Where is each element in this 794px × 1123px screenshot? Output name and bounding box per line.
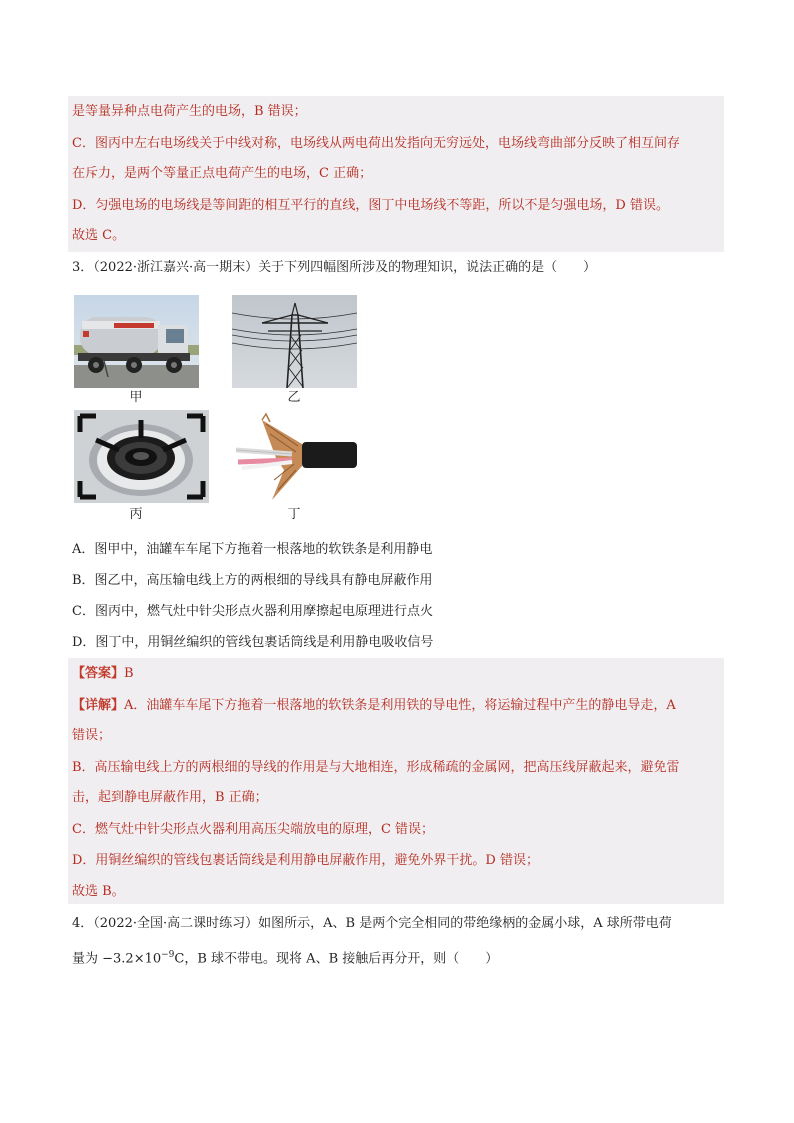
detail-line-3: B．高压输电线上方的两根细的导线的作用是与大地相连，形成稀疏的金属网，把高压线屏蔽起来，避免雷 [72, 760, 680, 775]
option-d: D．图丁中，用铜丝编织的管线包裹话筒线是利用静电吸收信号 [72, 635, 434, 650]
question-4-line-2 [72, 945, 722, 969]
detail-line-2: 错误； [72, 728, 112, 743]
option-a: A．图甲中，油罐车车尾下方拖着一根落地的软铁条是利用静电 [72, 542, 433, 557]
prev-explanation-line-5: 故选 C。 [72, 228, 126, 243]
option-b: B．图乙中，高压输电线上方的两根细的导线具有静电屏蔽作用 [72, 573, 433, 588]
figure-caption-ding: 丁 [287, 507, 301, 522]
detail-text-1: A．油罐车车尾下方拖着一根落地的软铁条是利用铁的导电性，将运输过程中产生的静电导走，A [124, 698, 676, 713]
gas-stove-illustration [74, 410, 209, 503]
detail-line-5: C．燃气灶中针尖形点火器利用高压尖端放电的原理，C 错误； [72, 822, 435, 837]
detail-line-6: D．用铜丝编织的管线包裹话筒线是利用静电屏蔽作用，避免外界干扰。D 错误； [72, 853, 539, 868]
option-c: C．图丙中，燃气灶中针尖形点火器利用摩擦起电原理进行点火 [72, 604, 433, 619]
detail-tag: 【详解】 [72, 698, 125, 713]
figure-caption-bing: 丙 [129, 507, 143, 522]
answer-tag: 【答案】 [72, 666, 125, 681]
figure-caption-jia: 甲 [129, 390, 143, 405]
answer-line [72, 664, 722, 684]
question-3-stem: 3．（2022·浙江嘉兴·高一期末）关于下列四幅图所涉及的物理知识，说法正确的是（ ） [72, 260, 597, 275]
detail-line-1 [72, 696, 722, 716]
question-4-charge-exponent: −9 [161, 950, 175, 960]
figure-yi-transmission-tower [232, 295, 357, 388]
transmission-tower-illustration [232, 295, 357, 388]
answer-value: B [124, 666, 134, 681]
detail-line-7: 故选 B。 [72, 884, 125, 899]
tanker-truck-illustration [74, 295, 199, 388]
prev-explanation-line-3: 在斥力，是两个等量正点电荷产生的电场，C 正确； [72, 166, 373, 181]
detail-line-4: 击，起到静电屏蔽作用，B 正确； [72, 790, 268, 805]
figure-ding-shielded-cable [232, 410, 357, 503]
prev-explanation-line-1: 是等量异种点电荷产生的电场，B 错误； [72, 104, 307, 119]
figure-jia-tanker-truck [74, 295, 199, 388]
figure-caption-yi: 乙 [287, 390, 301, 405]
shielded-cable-illustration [232, 410, 357, 503]
prev-explanation-line-2: C．图丙中左右电场线关于中线对称，电场线从两电荷出发指向无穷远处，电场线弯曲部分反映了相互间存 [72, 136, 680, 151]
figure-bing-gas-stove [74, 410, 209, 503]
question-4-charge-prefix: 量为 −3.2×10 [72, 951, 162, 967]
prev-explanation-line-4: D．匀强电场的电场线是等间距的相互平行的直线，图丁中电场线不等距，所以不是匀强电场，D 错误。 [72, 198, 669, 213]
question-4-charge-suffix: C，B 球不带电。现将 A、B 接触后再分开，则（ ） [174, 951, 499, 967]
question-4-line-1: 4．（2022·全国·高二课时练习）如图所示，A、B 是两个完全相同的带绝缘柄的金属小球，A 球所带电荷 [72, 916, 672, 931]
